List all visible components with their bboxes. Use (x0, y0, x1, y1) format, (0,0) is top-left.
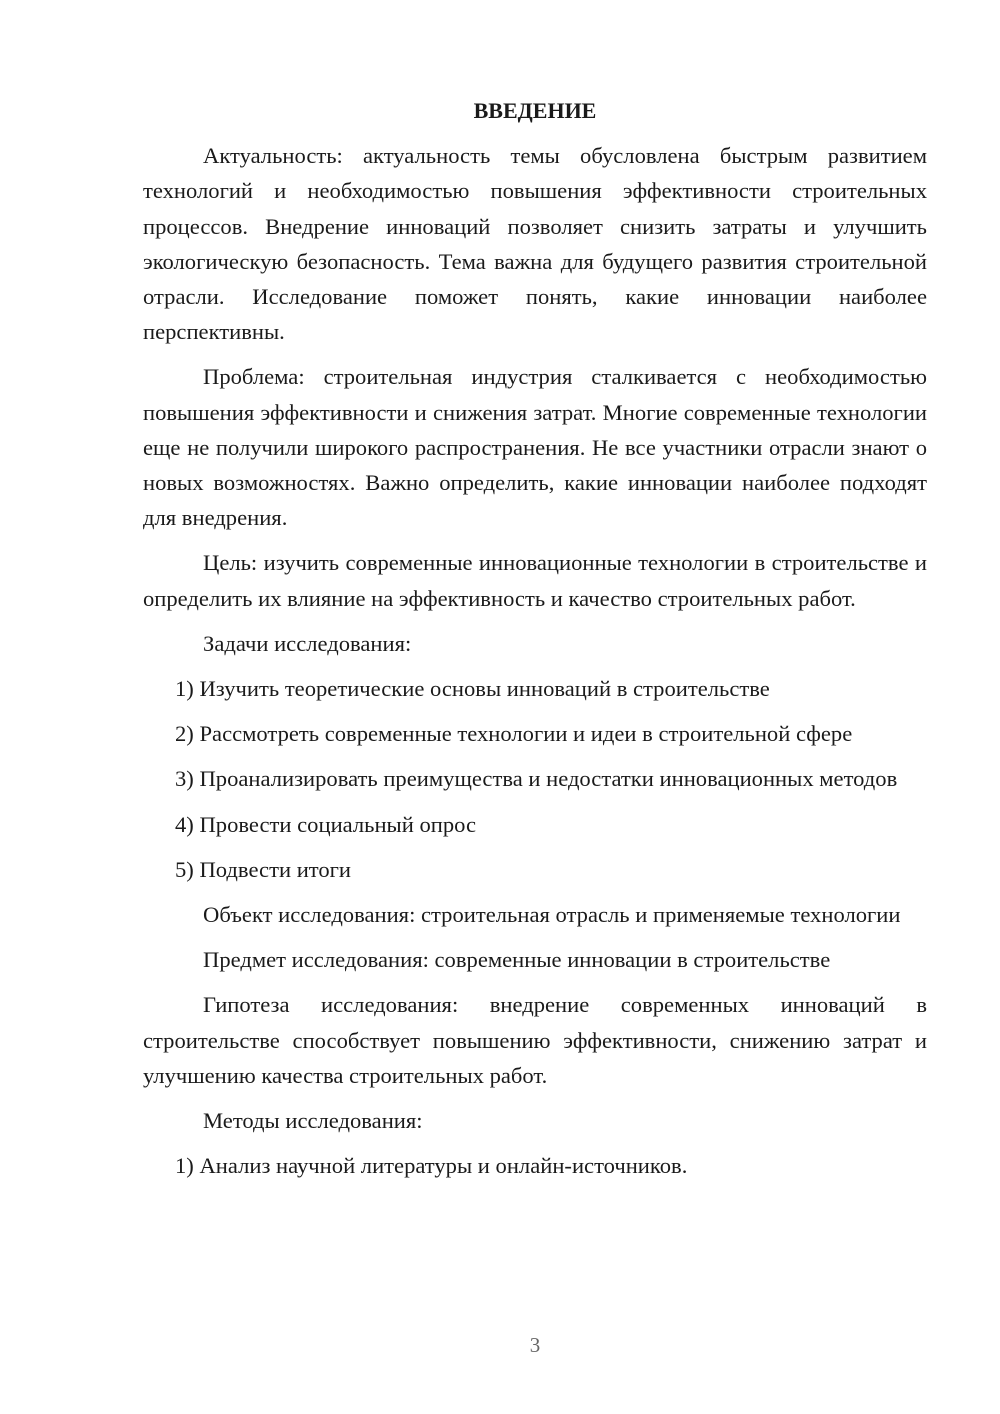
method-item-1: 1) Анализ научной литературы и онлайн-источников. (175, 1153, 688, 1179)
paragraph-goal: Цель: изучить современные инновационные технологии в строительстве и определить их влияние на эффективность и качество строительных работ. (143, 550, 927, 611)
task-item-5: 5) Подвести итоги (175, 856, 352, 882)
paragraph-relevance: Актуальность: актуальность темы обусловлена быстрым развитием технологий и необходимостью повышения эффективности строительных процессов. Внедрение инноваций позволяет снизить затраты и улучшить экологическую безопасность. Тема важна для будущего развития строительной отрасли. Исследование поможет понять, какие инновации наиболее перспективны. (143, 143, 927, 345)
page-number: 3 (529, 1333, 541, 1357)
paragraph-object: Объект исследования: строительная отрасль и применяемые технологии (203, 902, 901, 928)
task-item-2: 2) Рассмотреть современные технологии и идеи в строительной сфере (175, 721, 853, 747)
document-page (143, 93, 927, 1193)
paragraph-subject: Предмет исследования: современные инновации в строительстве (203, 947, 831, 973)
task-item-1: 1) Изучить теоретические основы инноваций в строительстве (175, 676, 770, 702)
task-item-4: 4) Провести социальный опрос (175, 811, 477, 837)
tasks-heading: Задачи исследования: (203, 630, 412, 656)
task-item-3: 3) Проанализировать преимущества и недостатки инновационных методов (175, 766, 898, 792)
paragraph-hypothesis: Гипотеза исследования: внедрение современных инноваций в строительстве способствует повышению эффективности, снижению затрат и улучшению качества строительных работ. (143, 992, 927, 1088)
methods-heading: Методы исследования: (203, 1108, 423, 1134)
page-title: ВВЕДЕНИЕ (473, 98, 597, 123)
paragraph-problem: Проблема: строительная индустрия сталкивается с необходимостью повышения эффективности и снижения затрат. Многие современные технологии еще не получили широкого распространения. Не все участники отрасли знают о новых возможностях. Важно определить, какие инновации наиболее подходят для внедрения. (143, 364, 927, 531)
